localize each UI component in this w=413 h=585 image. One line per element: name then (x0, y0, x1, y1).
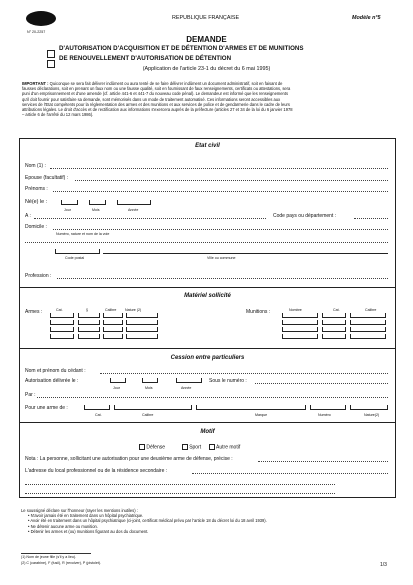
input-adresse-2[interactable] (25, 484, 335, 485)
motif-options (139, 444, 240, 450)
birth-year-field[interactable] (117, 200, 151, 205)
col-cession-numero: Numéro (318, 413, 331, 417)
separator-2 (19, 348, 396, 349)
cession-arme-cell[interactable] (84, 405, 110, 410)
input-epouse[interactable] (75, 180, 388, 181)
materiel-cell[interactable] (103, 334, 123, 339)
checkbox-defense[interactable] (139, 444, 145, 450)
model-number: Modèle n°5 (352, 15, 381, 21)
checkbox-sport[interactable] (182, 444, 188, 450)
footnote-rule (21, 553, 91, 554)
input-code-pays[interactable] (354, 218, 388, 219)
label-profession: Profession : (25, 273, 52, 279)
col-arme-nature: Nature (2) (125, 308, 142, 312)
label-code-pays: Code pays ou département : (273, 213, 337, 219)
label-sport: Sport (189, 444, 202, 451)
cession-month-field[interactable] (142, 378, 158, 383)
col-cession-nature: Nature(2) (364, 413, 380, 417)
col-arme-calibre: Calibre (105, 308, 117, 312)
domicile-hint: Numéro, nature et nom de la voie (56, 232, 110, 236)
page-number: 1/3 (380, 562, 387, 568)
footnote-1: (1) Nom de jeune fille (s'il y a lieu). (21, 555, 77, 559)
materiel-cell[interactable] (350, 320, 386, 325)
section-materiel: Matériel sollicité (184, 293, 231, 299)
materiel-cell[interactable] (282, 327, 318, 332)
label-prenoms: Prénoms : (25, 186, 48, 192)
important-notice: IMPORTANT : Quiconque se sera fait délivrer indûment ou aura tenté de se faire délivrer indûment un document administratif, soit en faisant de fausses déclarations, soit en prenant un faux nom ou une fausse qualité, soit en fournissant de faux renseignements, certificats ou attestations, sera puni d'un emprisonnement et d'une amende (cf. article 441-6 et 441-7 du nouveau code pénal). Le demandeur est informé que les renseignements qu'il doit fournir pour satisfaire sa demande, sont mémorisés dans un mode de traitement automatisé. Ces informations seront accessibles aux services de l'Etat compétents pour la réglementation des armes et des munitions et aux services de police et de gendarmerie dans le cadre de leurs attributions légales. Le droit d'accès et de rectification aux informations s'exercera auprès de la préfecture (articles 27 et 34 de la loi du 6 janvier 1978 – article 6 de l'arrêté du 12 mars 1986). (22, 81, 293, 118)
label-jour: Jour (64, 208, 71, 212)
materiel-cell[interactable] (126, 327, 158, 332)
checkbox-autre[interactable] (209, 444, 215, 450)
cession-arme-cell[interactable] (114, 405, 192, 410)
materiel-cell[interactable] (126, 320, 158, 325)
materiel-cell[interactable] (322, 320, 346, 325)
materiel-cell[interactable] (103, 327, 123, 332)
birth-day-field[interactable] (61, 200, 78, 205)
col-cession-marque: Marque (255, 413, 268, 417)
input-domicile-2[interactable] (25, 242, 388, 243)
input-sous-numero[interactable] (255, 383, 388, 384)
important-label: IMPORTANT : (22, 81, 49, 86)
materiel-cell[interactable] (322, 327, 346, 332)
cession-arme-cell[interactable] (196, 405, 306, 410)
col-arme-paragraph: § (86, 308, 88, 312)
materiel-cell[interactable] (350, 334, 386, 339)
label-cession-annee: Année (181, 386, 192, 390)
label-annee: Année (128, 208, 139, 212)
option-acquisition-label: D'AUTORISATION D'ACQUISITION ET DE DÉTENTION D'ARMES ET DE MUNITIONS (59, 45, 304, 52)
option-renewal-label: DE RENOUVELLEMENT D'AUTORISATION DE DÉTENTION (59, 55, 232, 62)
materiel-cell[interactable] (78, 320, 100, 325)
input-domicile[interactable] (53, 229, 388, 230)
separator-1 (19, 287, 396, 288)
materiel-cell[interactable] (350, 313, 386, 318)
city-line[interactable] (103, 253, 388, 254)
section-motif: Motif (200, 429, 215, 435)
label-cession-jour: Jour (113, 386, 120, 390)
footnote-2: (2) C (carabine), F (fusil), R (revolver), P (pistolet). (21, 561, 102, 565)
label-a: A : (25, 213, 31, 219)
label-arme-de: Pour une arme de : (25, 405, 68, 411)
input-adresse[interactable] (192, 473, 388, 474)
birth-month-field[interactable] (89, 200, 106, 205)
label-munitions: Munitions : (246, 309, 271, 315)
label-armes: Armes : (25, 309, 43, 315)
label-ville: Ville ou commune (207, 256, 236, 260)
declaration-item[interactable]: • Ne détenir aucune arme ou munition. (28, 523, 98, 529)
materiel-cell[interactable] (126, 334, 158, 339)
marianne-logo (26, 11, 56, 26)
col-arme-cat: Cat. (56, 308, 63, 312)
section-etat-civil: Etat civil (195, 143, 220, 149)
cession-year-field[interactable] (176, 378, 202, 383)
label-cession-mois: Mois (145, 386, 153, 390)
declaration-intro: Le soussigné déclare sur l'honneur (rayer les mentions inutiles) : (21, 508, 138, 513)
materiel-cell[interactable] (50, 313, 74, 318)
declaration-item[interactable]: • N'avoir jamais été en traitement dans un hôpital psychiatrique. (28, 513, 144, 519)
col-cession-cat: Cat. (95, 413, 102, 417)
declaration (21, 508, 267, 534)
materiel-cell[interactable] (78, 313, 100, 318)
motif-note: Nota : La personne, sollicitant une autorisation pour une deuxième arme de défense, précise : (25, 456, 233, 462)
label-domicile: Domicile : (25, 224, 47, 230)
materiel-cell[interactable] (322, 313, 346, 318)
label-nom: Nom (1) : (25, 163, 46, 169)
page-title: DEMANDE (186, 35, 227, 44)
input-lieu-naissance[interactable] (34, 218, 266, 219)
declaration-item[interactable]: • Détenir les armes et (ou) munitions figurant au dos du document. (28, 528, 149, 534)
col-mun-nombre: Nombre (289, 308, 302, 312)
cession-arme-cell[interactable] (310, 405, 346, 410)
materiel-cell[interactable] (126, 313, 158, 318)
input-par[interactable] (37, 397, 388, 398)
materiel-cell[interactable] (50, 327, 74, 332)
input-motif-note[interactable] (258, 461, 388, 462)
label-autre: Autre motif (216, 444, 241, 451)
cerfa-number: N° 20-2257 (27, 30, 46, 34)
label-nom-cedant: Nom et prénom du cédant : (25, 368, 86, 374)
label-epouse: Epouse (facultatif) : (25, 175, 69, 181)
col-cession-calibre: Calibre (142, 413, 154, 417)
materiel-cell[interactable] (78, 327, 100, 332)
label-defense: Défense (146, 444, 166, 451)
declaration-item[interactable]: • Avoir été en traitement dans un hôpital psychiatrique (ci-joint, certificat médical prévu par l'article 18 du décret loi du 18 avril 1939). (28, 518, 267, 524)
col-mun-calibre: Calibre (365, 308, 377, 312)
materiel-cell[interactable] (282, 313, 318, 318)
label-adresse: L'adresse du local professionnel ou de la résidence secondaire : (25, 468, 168, 474)
separator-3 (19, 422, 396, 423)
input-nom-cedant[interactable] (100, 373, 388, 374)
application-note: (Application de l'article 23-1 du décret du 6 mai 1995) (142, 66, 271, 72)
postal-code-field[interactable] (55, 249, 100, 254)
label-code-postal: Code postal (65, 256, 85, 260)
cession-arme-cell[interactable] (350, 405, 388, 410)
materiel-cell[interactable] (78, 334, 100, 339)
materiel-cell[interactable] (103, 320, 123, 325)
label-mois: Mois (92, 208, 100, 212)
label-sous-numero: Sous le numéro : (209, 378, 247, 384)
cession-day-field[interactable] (110, 378, 126, 383)
materiel-cell[interactable] (282, 334, 318, 339)
label-autorisation: Autorisation délivrée le : (25, 378, 79, 384)
materiel-cell[interactable] (282, 320, 318, 325)
label-par: Par : (25, 392, 36, 398)
input-profession[interactable] (57, 278, 388, 279)
col-mun-cat: Cat. (333, 308, 340, 312)
materiel-cell[interactable] (50, 320, 74, 325)
input-nom[interactable] (50, 168, 388, 169)
materiel-cell[interactable] (350, 327, 386, 332)
label-ne-le: Né(e) le : (25, 199, 48, 205)
materiel-cell[interactable] (103, 313, 123, 318)
materiel-cell[interactable] (322, 334, 346, 339)
input-adresse-3[interactable] (25, 493, 335, 494)
input-prenoms[interactable] (53, 191, 388, 192)
republic-header: REPUBLIQUE FRANÇAISE (172, 15, 240, 21)
section-cession: Cession entre particuliers (170, 355, 245, 361)
materiel-cell[interactable] (50, 334, 74, 339)
